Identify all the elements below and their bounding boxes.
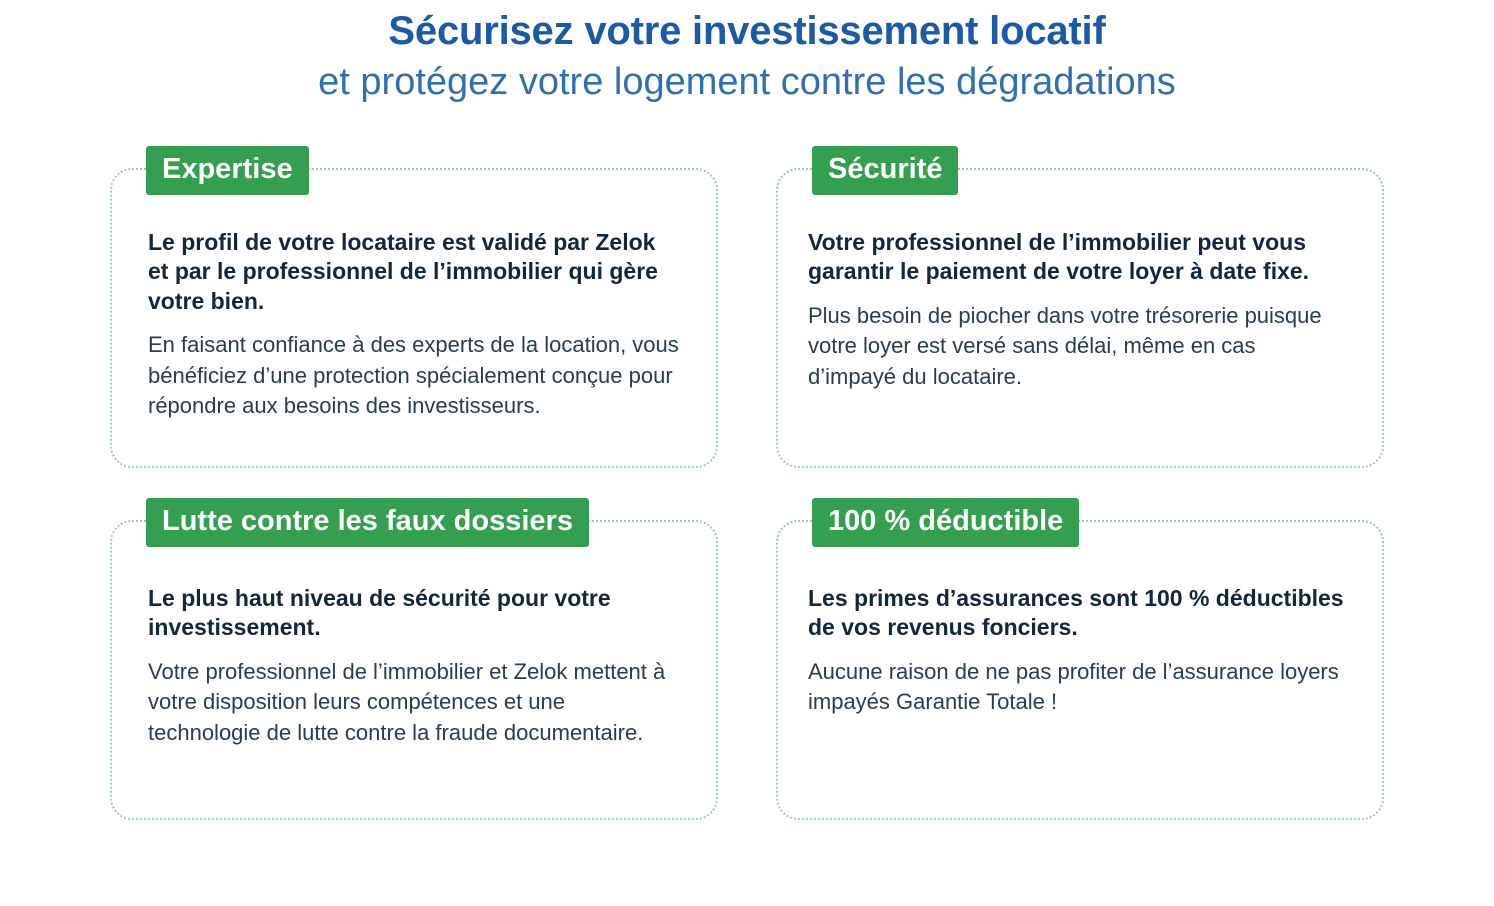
benefits-grid	[110, 153, 1384, 820]
card-tag-label: Sécurité	[812, 146, 958, 195]
card-body-text: Plus besoin de piocher dans votre trésorerie puisque votre loyer est versé sans délai, même en cas d’impayé du locataire.	[808, 302, 1322, 389]
card-lead-text: Le plus haut niveau de sécurité pour votre investissement.	[148, 585, 611, 641]
page-header	[0, 0, 1494, 107]
benefit-card-expertise	[110, 153, 718, 468]
benefit-card-deductible	[776, 505, 1384, 820]
card-body-text: Aucune raison de ne pas profiter de l’assurance loyers impayés Garantie Totale !	[808, 658, 1339, 715]
page-subtitle: et protégez votre logement contre les dégradations	[318, 61, 1176, 103]
card-lead-text: Votre professionnel de l’immobilier peut vous garantir le paiement de votre loyer à date fixe.	[808, 229, 1310, 285]
card-tag-label: Lutte contre les faux dossiers	[146, 498, 589, 547]
card-tag-label: Expertise	[146, 146, 309, 195]
card-tag-label: 100 % déductible	[812, 498, 1079, 547]
card-lead-text: Le profil de votre locataire est validé par Zelok et par le professionnel de l’immobilier qui gère votre bien.	[148, 229, 658, 314]
page-title: Sécurisez votre investissement locatif	[388, 9, 1106, 53]
benefit-card-faux-dossiers	[110, 505, 718, 820]
card-body-text: En faisant confiance à des experts de la location, vous bénéficiez d’une protection spécialement conçue pour répondre aux besoins des investisseurs.	[148, 332, 679, 419]
benefit-card-securite	[776, 153, 1384, 468]
card-body-text: Votre professionnel de l’immobilier et Zelok mettent à votre disposition leurs compétences et une technologie de lutte contre la fraude documentaire.	[148, 658, 666, 745]
card-lead-text: Les primes d’assurances sont 100 % déductibles de vos revenus fonciers.	[808, 585, 1344, 641]
